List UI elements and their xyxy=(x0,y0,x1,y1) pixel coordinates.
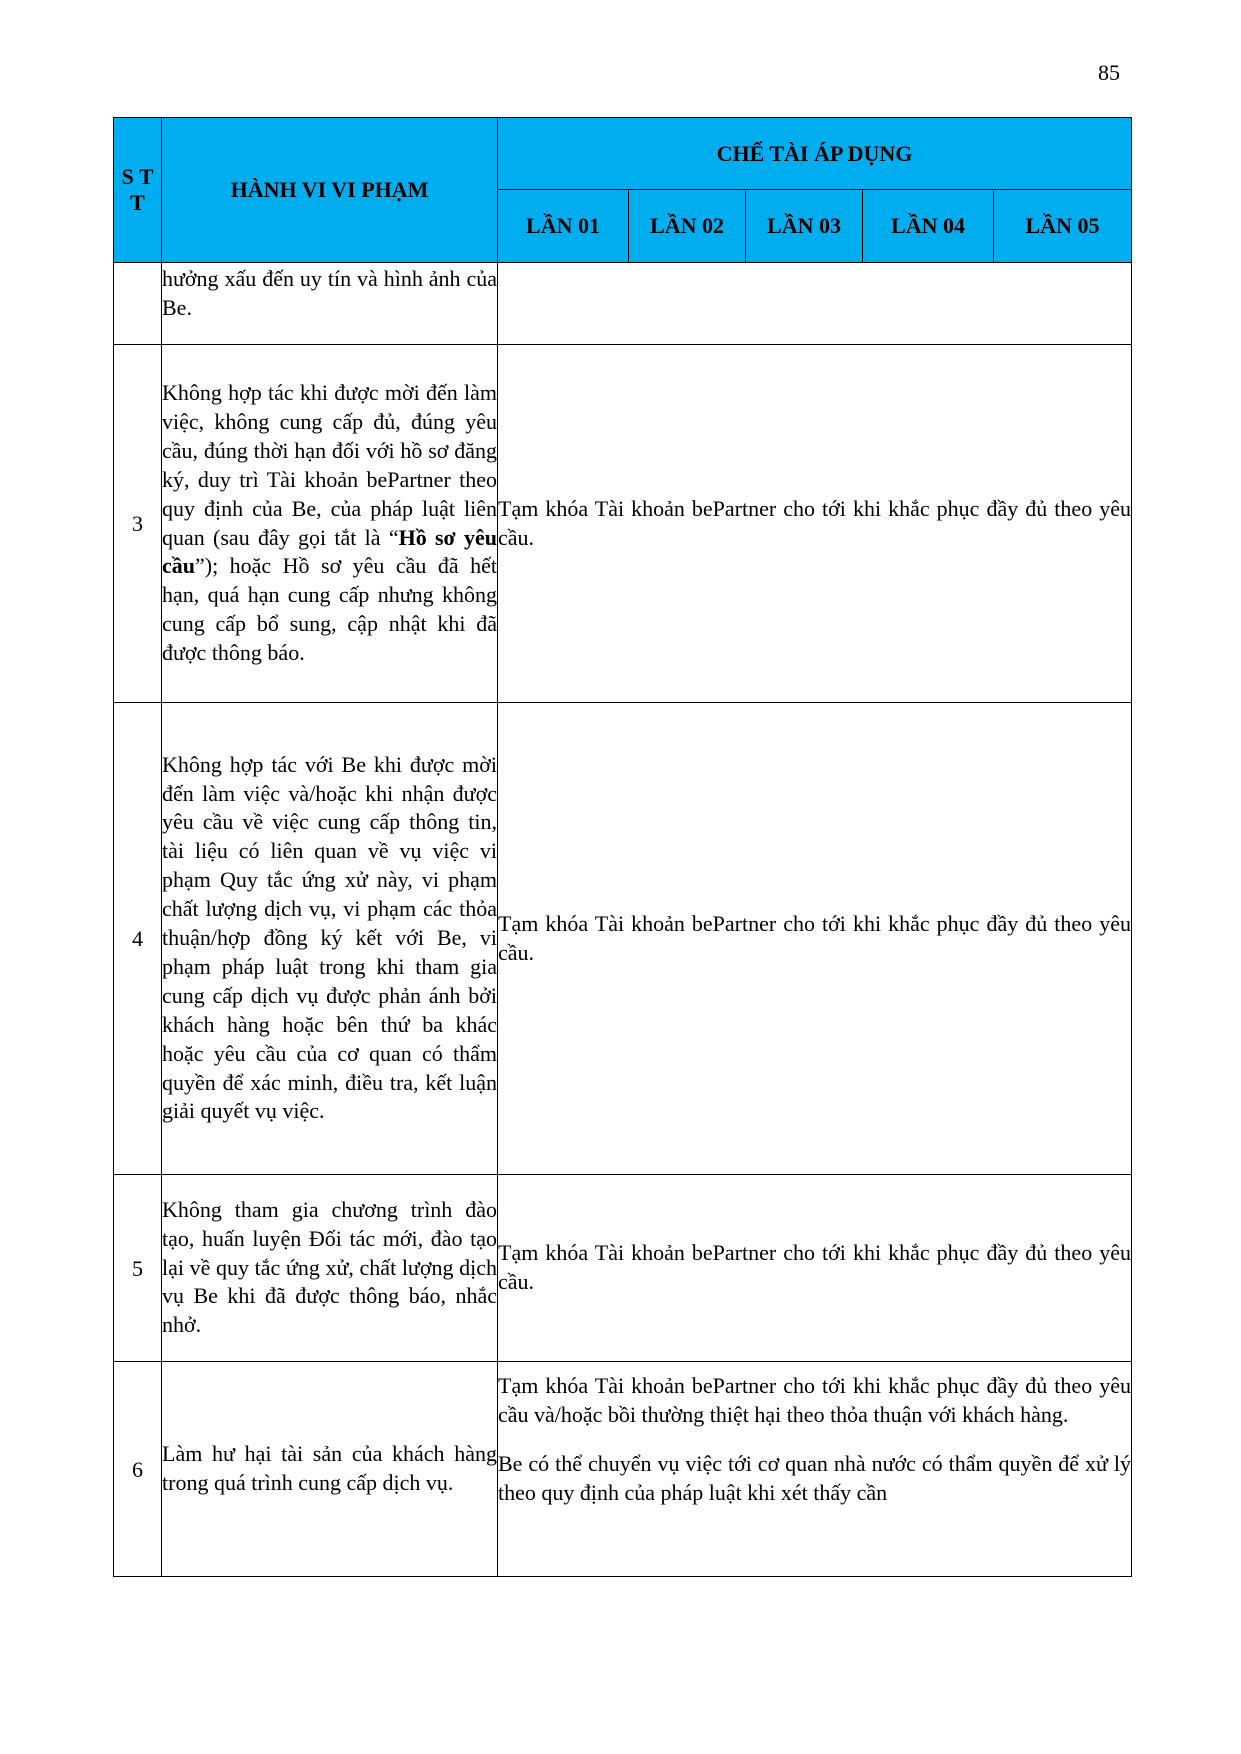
row-sanction xyxy=(498,263,1132,345)
row-stt: 5 xyxy=(114,1175,162,1362)
violation-text-part: ”); hoặc Hồ sơ yêu cầu đã hết hạn, quá hạn cung cấp nhưng không cung cấp bổ sung, cập nhật khi đã được thông báo. xyxy=(162,553,497,666)
header-row-1 xyxy=(114,118,1132,190)
header-occurrence-5: LẦN 05 xyxy=(994,190,1132,263)
row-stt: 3 xyxy=(114,345,162,703)
header-violation: HÀNH VI VI PHẠM xyxy=(162,118,498,263)
page-number: 85 xyxy=(1098,60,1120,85)
table-row xyxy=(114,1175,1132,1362)
header-sanction-group: CHẾ TÀI ÁP DỤNG xyxy=(498,118,1132,190)
row-sanction: Tạm khóa Tài khoản bePartner cho tới khi khắc phục đầy đủ theo yêu cầu. xyxy=(498,1175,1132,1362)
row-violation xyxy=(162,345,498,703)
header-occurrence-2: LẦN 02 xyxy=(629,190,746,263)
table-row xyxy=(114,263,1132,345)
row-sanction xyxy=(498,1362,1132,1577)
table-row xyxy=(114,1362,1132,1577)
row-violation: Không tham gia chương trình đào tạo, huấn luyện Đối tác mới, đào tạo lại về quy tắc ứng xử, chất lượng dịch vụ Be khi đã được thông báo, nhắc nhở. xyxy=(162,1175,498,1362)
row-stt: 6 xyxy=(114,1362,162,1577)
violation-text-part: Không hợp tác khi được mời đến làm việc, không cung cấp đủ, đúng yêu cầu, đúng thời hạn đối với hồ sơ đăng ký, duy trì Tài khoản bePartner theo quy định của Be, của pháp luật liên quan (sau đây gọi tắt là “ xyxy=(162,379,497,550)
sanction-paragraph: Be có thể chuyển vụ việc tới cơ quan nhà nước có thẩm quyền để xử lý theo quy định của pháp luật khi xét thấy cần xyxy=(498,1450,1131,1505)
table-row xyxy=(114,703,1132,1175)
header-stt: S T T xyxy=(114,118,162,263)
row-sanction: Tạm khóa Tài khoản bePartner cho tới khi khắc phục đầy đủ theo yêu cầu. xyxy=(498,703,1132,1175)
row-stt: 4 xyxy=(114,703,162,1175)
row-violation: hưởng xấu đến uy tín và hình ảnh của Be. xyxy=(162,263,498,345)
header-occurrence-1: LẦN 01 xyxy=(498,190,629,263)
sanction-paragraph: Tạm khóa Tài khoản bePartner cho tới khi khắc phục đầy đủ theo yêu cầu và/hoặc bồi thường thiệt hại theo thỏa thuận với khách hàng. xyxy=(498,1373,1131,1427)
header-occurrence-3: LẦN 03 xyxy=(746,190,863,263)
table-row xyxy=(114,345,1132,703)
row-violation: Làm hư hại tài sản của khách hàng trong quá trình cung cấp dịch vụ. xyxy=(162,1362,498,1577)
row-violation: Không hợp tác với Be khi được mời đến làm việc và/hoặc khi nhận được yêu cầu về việc cung cấp thông tin, tài liệu có liên quan về vụ việc vi phạm Quy tắc ứng xử này, vi phạm chất lượng dịch vụ, vi phạm các thỏa thuận/hợp đồng ký kết với Be, vi phạm pháp luật trong khi tham gia cung cấp dịch vụ được phản ánh bởi khách hàng hoặc bên thứ ba khác hoặc yêu cầu của cơ quan có thẩm quyền để xác minh, điều tra, kết luận giải quyết vụ việc. xyxy=(162,703,498,1175)
row-stt xyxy=(114,263,162,345)
sanctions-table xyxy=(113,117,1132,1577)
header-occurrence-4: LẦN 04 xyxy=(863,190,994,263)
violation-term-bold: Hồ sơ yêu cầu xyxy=(162,524,497,579)
row-sanction: Tạm khóa Tài khoản bePartner cho tới khi khắc phục đầy đủ theo yêu cầu. xyxy=(498,345,1132,703)
